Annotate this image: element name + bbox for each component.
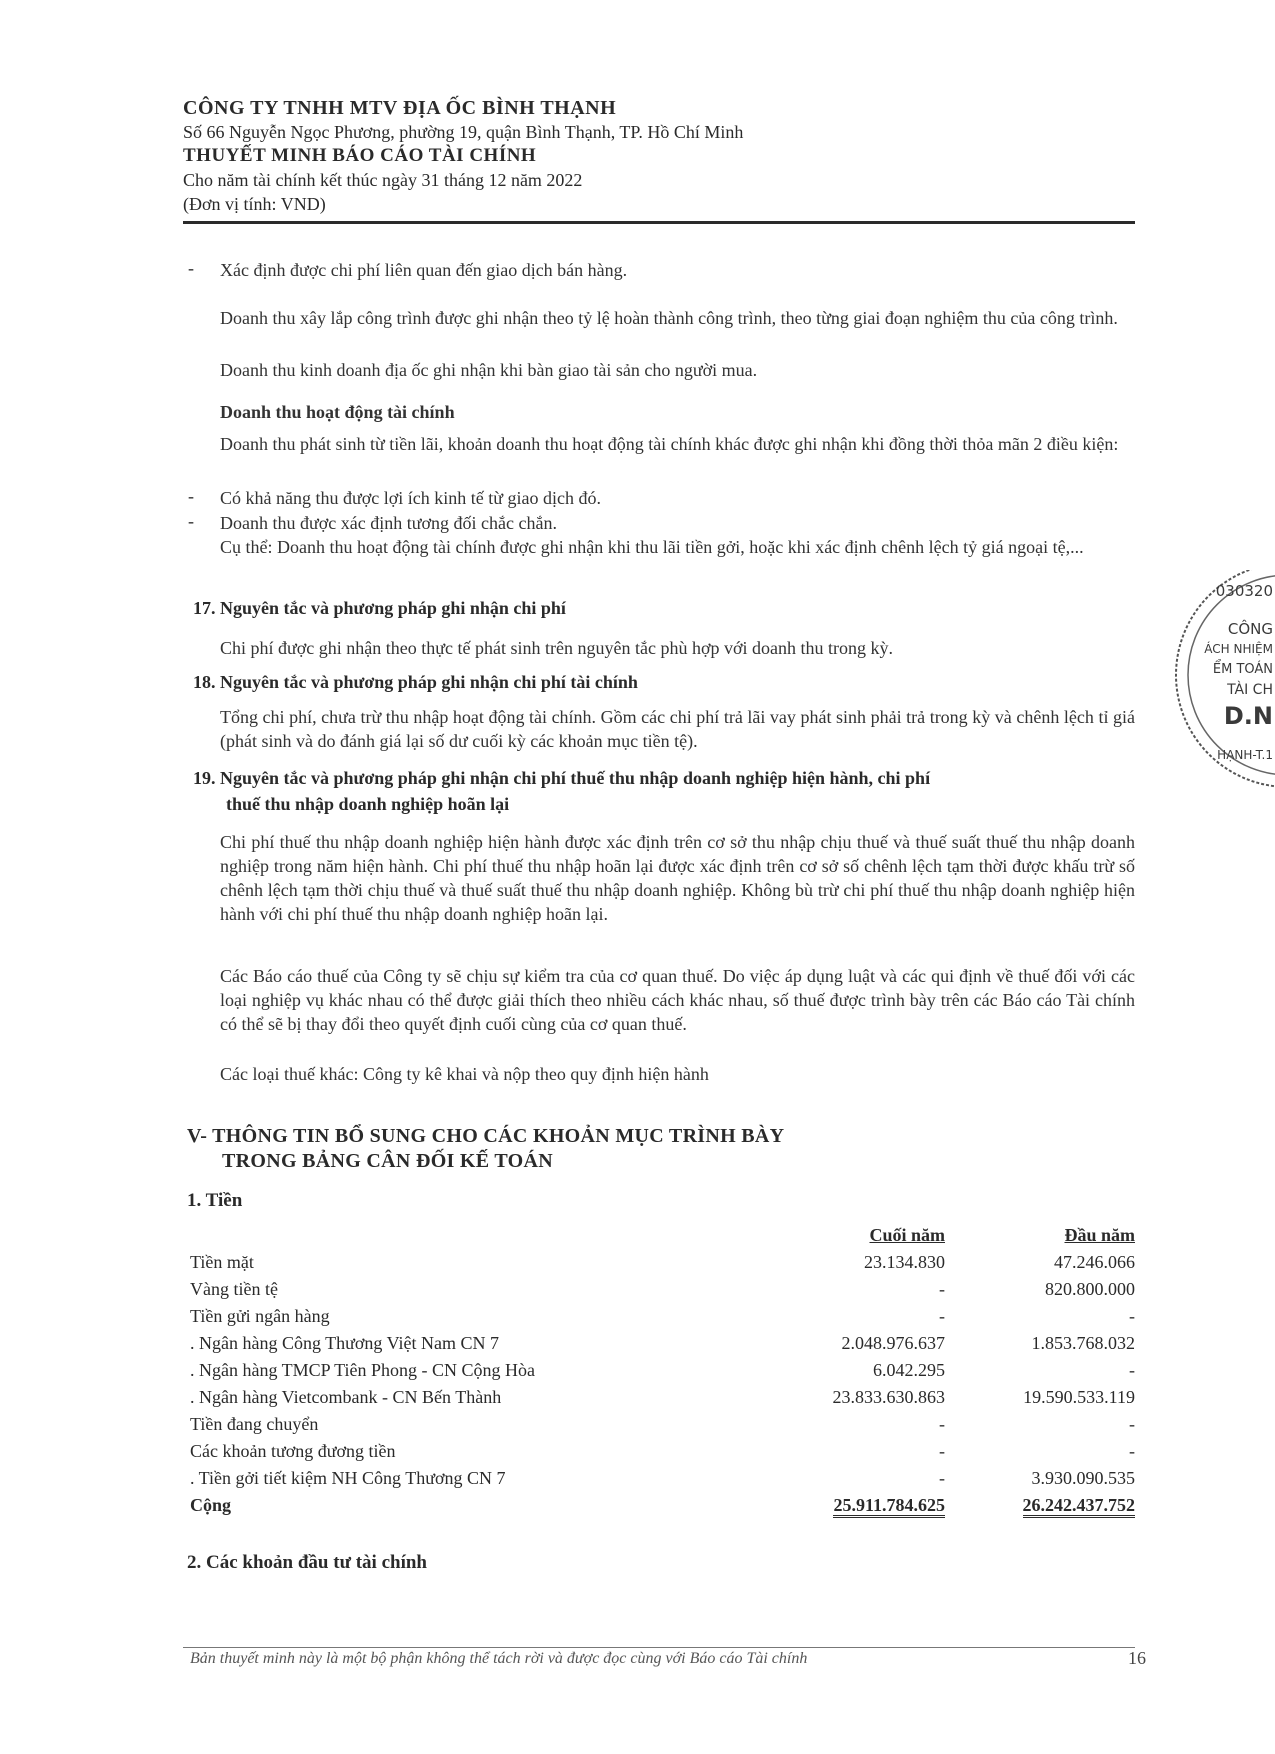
reporting-period: Cho năm tài chính kết thúc ngày 31 tháng 12 năm 2022 xyxy=(183,170,583,190)
section-19-heading-line-1: 19. Nguyên tắc và phương pháp ghi nhận chi phí thuế thu nhập doanh nghiệp hiện hành, chi phí xyxy=(193,768,931,788)
section-19-paragraph-3: Các loại thuế khác: Công ty kê khai và nộp theo quy định hiện hành xyxy=(220,1064,709,1084)
financial-revenue-intro: Doanh thu phát sinh từ tiền lãi, khoản doanh thu hoạt động tài chính khác được ghi nhận khi đồng thời thỏa mãn 2 điều kiện: xyxy=(220,434,1119,454)
bullet-dash: - xyxy=(188,258,194,278)
table-row xyxy=(190,1438,1135,1465)
table-row xyxy=(190,1303,1135,1330)
total-label: Cộng xyxy=(190,1495,232,1515)
section-18-heading: 18. Nguyên tắc và phương pháp ghi nhận chi phí tài chính xyxy=(193,672,638,692)
total-beginning-of-year: 26.242.437.752 xyxy=(1023,1495,1136,1518)
stamp-text: ỂM TOÁN xyxy=(1212,662,1273,677)
row-label: . Ngân hàng Công Thương Việt Nam CN 7 xyxy=(190,1333,500,1353)
table-row xyxy=(190,1330,1135,1357)
audit-stamp xyxy=(1138,570,1275,790)
end-of-year-value: - xyxy=(939,1441,945,1461)
cash-table xyxy=(190,1222,1135,1519)
section-18-text: Tổng chi phí, chưa trừ thu nhập hoạt động tài chính. Gồm các chi phí trả lãi vay phát sinh phải trả trong kỳ và chênh lệch tỉ giá (phát sinh và do đánh giá lại số dư cuối kỳ các khoản mục tiền tệ). xyxy=(220,707,1135,751)
table-header-row xyxy=(190,1222,1135,1249)
revenue-construction: Doanh thu xây lắp công trình được ghi nhận theo tỷ lệ hoàn thành công trình, theo từng giai đoạn nghiệm thu của công trình. xyxy=(220,308,1118,328)
footer-note: Bản thuyết minh này là một bộ phận không thể tách rời và được đọc cùng với Báo cáo Tài chính xyxy=(190,1650,808,1667)
beginning-of-year-value: - xyxy=(1129,1414,1135,1434)
table-row xyxy=(190,1411,1135,1438)
row-label: Tiền gửi ngân hàng xyxy=(190,1306,330,1326)
row-label: Tiền mặt xyxy=(190,1252,254,1272)
beginning-of-year-value: 820.800.000 xyxy=(1045,1279,1135,1299)
row-label: . Tiền gởi tiết kiệm NH Công Thương CN 7 xyxy=(190,1468,506,1488)
stamp-text: ÁCH NHIỆM xyxy=(1204,642,1273,656)
page-number: 16 xyxy=(1128,1648,1146,1668)
beginning-of-year-value: 3.930.090.535 xyxy=(1031,1468,1135,1488)
end-of-year-value: - xyxy=(939,1414,945,1434)
row-label: Các khoản tương đương tiền xyxy=(190,1441,396,1461)
end-of-year-value: 2.048.976.637 xyxy=(841,1333,945,1353)
investments-heading: 2. Các khoản đầu tư tài chính xyxy=(187,1552,427,1573)
stamp-text: D.N xyxy=(1223,702,1273,730)
row-label: Tiền đang chuyển xyxy=(190,1414,319,1434)
beginning-of-year-value: - xyxy=(1129,1441,1135,1461)
header-rule xyxy=(183,221,1135,224)
revenue-bullet-cost: Xác định được chi phí liên quan đến giao dịch bán hàng. xyxy=(220,260,628,280)
end-of-year-value: 23.134.830 xyxy=(864,1252,945,1272)
total-row xyxy=(190,1492,1135,1519)
beginning-of-year-value: 47.246.066 xyxy=(1054,1252,1135,1272)
table-row xyxy=(190,1276,1135,1303)
row-label: . Ngân hàng Vietcombank - CN Bến Thành xyxy=(190,1387,502,1407)
section-19-heading-line-2: thuế thu nhập doanh nghiệp hoãn lại xyxy=(226,794,510,814)
row-label: Vàng tiền tệ xyxy=(190,1279,278,1299)
table-row xyxy=(190,1465,1135,1492)
beginning-of-year-value: - xyxy=(1129,1306,1135,1326)
stamp-number: 030320 xyxy=(1215,582,1273,600)
end-of-year-value: - xyxy=(939,1468,945,1488)
end-of-year-value: 23.833.630.863 xyxy=(832,1387,945,1407)
table-row xyxy=(190,1249,1135,1276)
table-row xyxy=(190,1384,1135,1411)
column-header-beginning-of-year: Đầu năm xyxy=(1064,1225,1135,1245)
document-title: THUYẾT MINH BÁO CÁO TÀI CHÍNH xyxy=(183,145,537,166)
financial-revenue-detail: Cụ thể: Doanh thu hoạt động tài chính được ghi nhận khi thu lãi tiền gởi, hoặc khi xác định chênh lệch tỷ giá ngoại tệ,... xyxy=(220,537,1084,557)
stamp-text: TÀI CH xyxy=(1227,682,1273,698)
revenue-real-estate: Doanh thu kinh doanh địa ốc ghi nhận khi bàn giao tài sản cho người mua. xyxy=(220,360,758,380)
column-header-end-of-year: Cuối năm xyxy=(869,1225,945,1245)
financial-revenue-heading: Doanh thu hoạt động tài chính xyxy=(220,402,455,422)
end-of-year-value: - xyxy=(939,1279,945,1299)
financial-revenue-condition-1: Có khả năng thu được lợi ích kinh tế từ giao dịch đó. xyxy=(220,488,601,508)
section-19-paragraph-1: Chi phí thuế thu nhập doanh nghiệp hiện hành được xác định trên cơ sở thu nhập chịu thuế và thuế suất thuế thu nhập doanh nghiệp trong năm hiện hành. Chi phí thuế thu nhập hoãn lại được xác định trên cơ sở số chênh lệch tạm thời được khấu trừ số chênh lệch tạm thời chịu thuế và thuế suất thuế thu nhập doanh nghiệp. Không bù trừ chi phí thuế thu nhập doanh nghiệp hiện hành với chi phí thuế thu nhập doanh nghiệp hoãn lại. xyxy=(220,832,1135,924)
section-v-title-line-1: V- THÔNG TIN BỔ SUNG CHO CÁC KHOẢN MỤC TRÌNH BÀY xyxy=(187,1125,785,1147)
currency-unit: (Đơn vị tính: VND) xyxy=(183,194,326,214)
section-v-title-line-2: TRONG BẢNG CÂN ĐỐI KẾ TOÁN xyxy=(222,1150,553,1172)
beginning-of-year-value: 19.590.533.119 xyxy=(1023,1387,1135,1407)
table-row xyxy=(190,1357,1135,1384)
beginning-of-year-value: - xyxy=(1129,1360,1135,1380)
end-of-year-value: - xyxy=(939,1306,945,1326)
beginning-of-year-value: 1.853.768.032 xyxy=(1031,1333,1135,1353)
company-name: CÔNG TY TNHH MTV ĐỊA ỐC BÌNH THẠNH xyxy=(183,97,617,119)
section-19-paragraph-2: Các Báo cáo thuế của Công ty sẽ chịu sự kiểm tra của cơ quan thuế. Do việc áp dụng luật và các qui định về thuế đối với các loại nghiệp vụ khác nhau có thể được giải thích theo nhiều cách khác nhau, số thuế được trình bày trên các Báo cáo Tài chính có thể sẽ bị thay đổi theo quyết định cuối cùng của cơ quan thuế. xyxy=(220,966,1135,1034)
stamp-text: HẠNH-T.1 xyxy=(1217,748,1273,762)
row-label: . Ngân hàng TMCP Tiên Phong - CN Cộng Hòa xyxy=(190,1360,536,1380)
bullet-dash: - xyxy=(188,486,194,506)
stamp-text: CÔNG xyxy=(1227,620,1273,638)
company-address: Số 66 Nguyễn Ngọc Phương, phường 19, quận Bình Thạnh, TP. Hồ Chí Minh xyxy=(183,122,744,142)
cash-heading: 1. Tiền xyxy=(187,1190,243,1211)
section-17-text: Chi phí được ghi nhận theo thực tế phát sinh trên nguyên tắc phù hợp với doanh thu trong kỳ. xyxy=(220,638,893,658)
section-17-heading: 17. Nguyên tắc và phương pháp ghi nhận chi phí xyxy=(193,598,566,618)
total-end-of-year: 25.911.784.625 xyxy=(833,1495,945,1518)
financial-revenue-condition-2: Doanh thu được xác định tương đối chắc chắn. xyxy=(220,513,557,533)
end-of-year-value: 6.042.295 xyxy=(873,1360,945,1380)
footer-rule xyxy=(183,1647,1135,1648)
bullet-dash: - xyxy=(188,511,194,531)
